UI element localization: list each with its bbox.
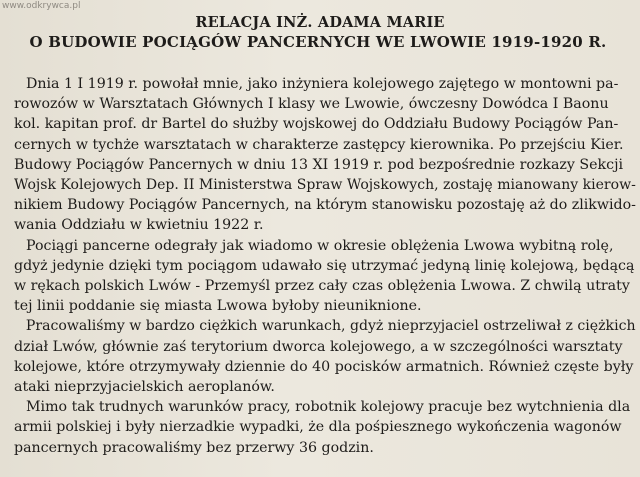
text-line: armii polskiej i były nierzadkie wypadki, że dla pośpiesznego wykończenia wagonów [14,419,622,436]
text-line: rowozów w Warsztatach Głównych I klasy we Lwowie, ówczesny Dowódca I Baonu [14,96,609,113]
body-text [14,74,636,458]
watermark: www.odkrywca.pl [2,1,81,11]
text-line: Pociągi pancerne odegrały jak wiadomo w okresie oblężenia Lwowa wybitną rolę, [26,237,614,254]
text-line: ataki nieprzyjacielskich aeroplanów. [14,379,275,396]
text-line: gdyż jedynie dzięki tym pociągom udawało się utrzymać jedyną linię kolejową, będącą [14,257,635,274]
text-line: cernych w tychże warsztatach w charakterze zastępcy kierownika. Po przejściu Kier. [14,136,624,153]
document-title-line-1: RELACJA INŻ. ADAMA MARIE [195,14,445,31]
text-line: w rękach polskich Lwów - Przemyśl przez cały czas oblężenia Lwowa. Z chwilą utraty [14,278,630,295]
text-line: wania Oddziału w kwietniu 1922 r. [14,217,264,234]
text-line: kolejowe, które otrzymywały dziennie do 40 pocisków armatnich. Również częste były [14,358,634,375]
text-line: Budowy Pociągów Pancernych w dniu 13 XI 1919 r. pod bezpośrednie rozkazy Sekcji [14,156,624,173]
text-line: Wojsk Kolejowych Dep. II Ministerstwa Spraw Wojskowych, zostaję mianowany kierow- [14,177,636,194]
text-line: dział Lwów, głównie zaś terytorium dworca kolejowego, a w szczególności warsztaty [14,338,623,355]
text-line: pancernych pracowaliśmy bez przerwy 36 godzin. [14,439,374,456]
document-title-line-2: O BUDOWIE POCIĄGÓW PANCERNYCH WE LWOWIE 1919-1920 R. [29,33,607,51]
text-line: Mimo tak trudnych warunków pracy, robotnik kolejowy pracuje bez wytchnienia dla [26,399,631,416]
text-line: kol. kapitan prof. dr Bartel do służby wojskowej do Oddziału Budowy Pociągów Pan- [14,116,619,133]
text-line: Dnia 1 I 1919 r. powołał mnie, jako inżyniera kolejowego zajętego w montowni pa- [26,76,619,92]
text-line: Pracowaliśmy w bardzo ciężkich warunkach, gdyż nieprzyjaciel ostrzeliwał z ciężkich [25,318,636,335]
text-line: nikiem Budowy Pociągów Pancernych, na którym stanowisku pozostaję aż do zlikwido- [14,197,636,214]
text-line: tej linii poddanie się miasta Lwowa byłoby nieuniknione. [14,298,422,315]
